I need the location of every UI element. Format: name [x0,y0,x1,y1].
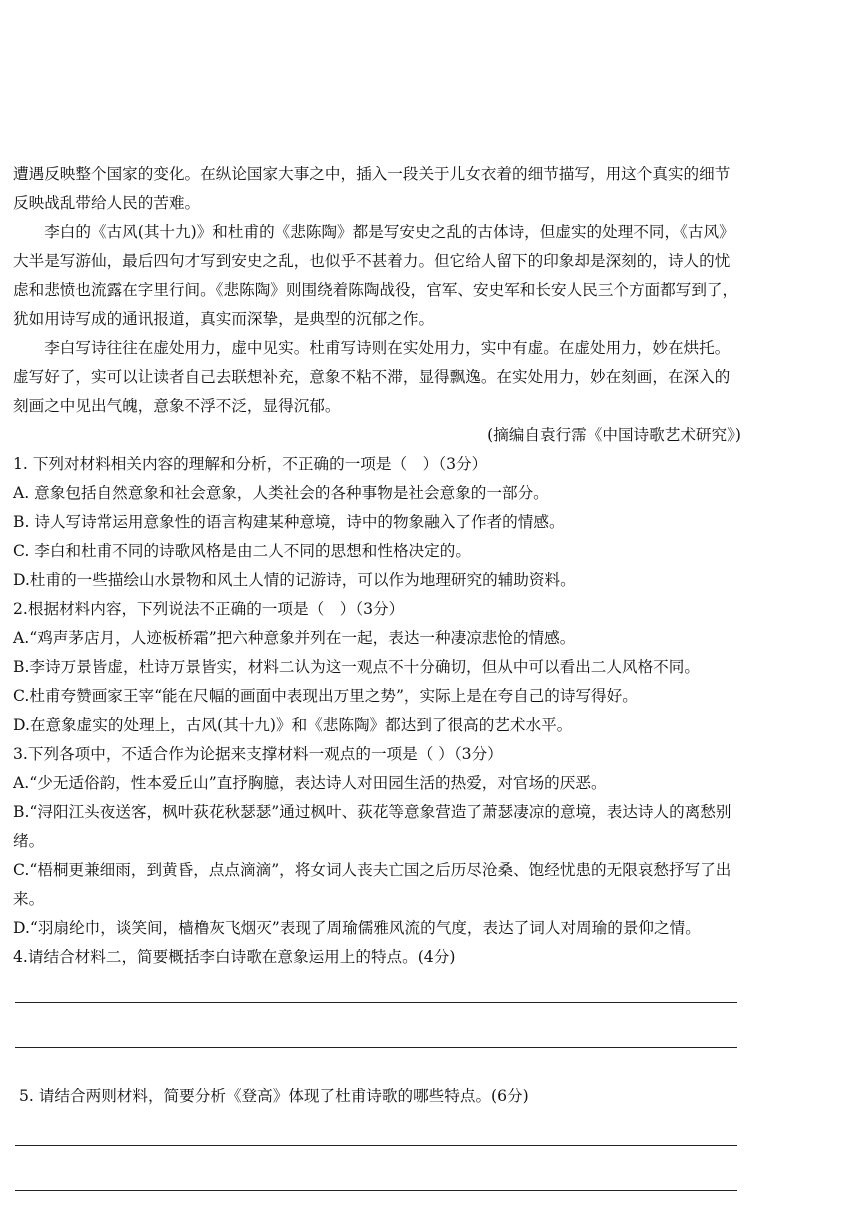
question-1 [13,450,741,595]
question-5 [13,1082,741,1191]
question-4 [13,943,741,1048]
question-3 [13,740,741,943]
passage-paragraph-3: 李白写诗往往在虚处用力，虚中见实。杜甫写诗则在实处用力，实中有虚。在虚处用力，妙在烘托。虚写好了，实可以让读者自己去联想补充，意象不粘不滞，显得飘逸。在实处用力，妙在刻画，在深入的刻画之中见出气魄，意象不浮不泛，显得沉郁。 [13,339,731,415]
question-1-option-d: D.杜甫的一些描绘山水景物和风土人情的记游诗，可以作为地理研究的辅助资料。 [13,571,576,589]
question-3-option-d: D.“羽扇纶巾，谈笑间，樯橹灰飞烟灭”表现了周瑜儒雅风流的气度，表达了词人对周瑜的景仰之情。 [13,919,701,937]
question-2-option-b: B.李诗万景皆虚，杜诗万景皆实，材料二认为这一观点不十分确切，但从中可以看出二人风格不同。 [13,658,700,676]
question-2 [13,595,741,740]
question-3-option-b: B.“浔阳江头夜送客，枫叶荻花秋瑟瑟”通过枫叶、荻花等意象营造了萧瑟凄凉的意境，表达诗人的离愁别绪。 [13,803,732,850]
passage-source: (摘编自袁行霈《中国诗歌艺术研究》) [487,426,741,444]
answer-line[interactable] [15,1002,737,1003]
answer-line[interactable] [15,1190,737,1191]
answer-line[interactable] [15,1047,737,1048]
question-2-option-d: D.在意象虚实的处理上，古风(其十九)》和《悲陈陶》都达到了很高的艺术水平。 [13,716,573,734]
passage-paragraph-2: 李白的《古风(其十九)》和杜甫的《悲陈陶》都是写安史之乱的古体诗，但虚实的处理不同，《古风》大半是写游仙，最后四句才写到安史之乱，也似乎不甚着力。但它给人留下的印象却是深刻的，诗人的忧虑和悲愤也流露在字里行间。《悲陈陶》则围绕着陈陶战役，官军、安史军和长安人民三个方面都写到了，犹如用诗写成的通讯报道，真实而深挚，是典型的沉郁之作。 [13,223,739,328]
question-2-option-a: A.“鸡声茅店月，人迹板桥霜”把六种意象并列在一起，表达一种凄凉悲怆的情感。 [13,629,576,647]
answer-line[interactable] [15,1145,737,1146]
passage-paragraph-continuation: 遭遇反映整个国家的变化。在纵论国家大事之中，插入一段关于儿女衣着的细节描写，用这个真实的细节反映战乱带给人民的苦难。 [13,165,731,212]
question-1-option-c: C. 李白和杜甫不同的诗歌风格是由二人不同的思想和性格决定的。 [13,542,471,560]
question-1-stem: 1. 下列对材料相关内容的理解和分析，不正确的一项是（ ）（3分） [13,455,488,473]
question-5-stem: 5. 请结合两则材料，简要分析《登高》体现了杜甫诗歌的哪些特点。(6分) [19,1087,529,1105]
question-4-stem: 4.请结合材料二，简要概括李白诗歌在意象运用上的特点。(4分) [13,948,456,966]
question-3-stem: 3.下列各项中，不适合作为论据来支撑材料一观点的一项是（ ）（3分） [13,745,503,763]
question-1-option-a: A. 意象包括自然意象和社会意象，人类社会的各种事物是社会意象的一部分。 [13,484,549,502]
question-3-option-c: C.“梧桐更兼细雨，到黄昏，点点滴滴”，将女词人丧夫亡国之后历尽沧桑、饱经忧患的无限哀愁抒写了出来。 [13,861,732,908]
question-1-option-b: B. 诗人写诗常运用意象性的语言构建某种意境，诗中的物象融入了作者的情感。 [13,513,565,531]
question-2-stem: 2.根据材料内容，下列说法不正确的一项是（ ）（3分） [13,600,405,618]
question-2-option-c: C.杜甫夸赞画家王宰“能在尺幅的画面中表现出万里之势”，实际上是在夸自己的诗写得好。 [13,687,638,705]
exam-content [13,160,741,1191]
question-3-option-a: A.“少无适俗韵，性本爱丘山”直抒胸臆，表达诗人对田园生活的热爱，对官场的厌恶。 [13,774,607,792]
